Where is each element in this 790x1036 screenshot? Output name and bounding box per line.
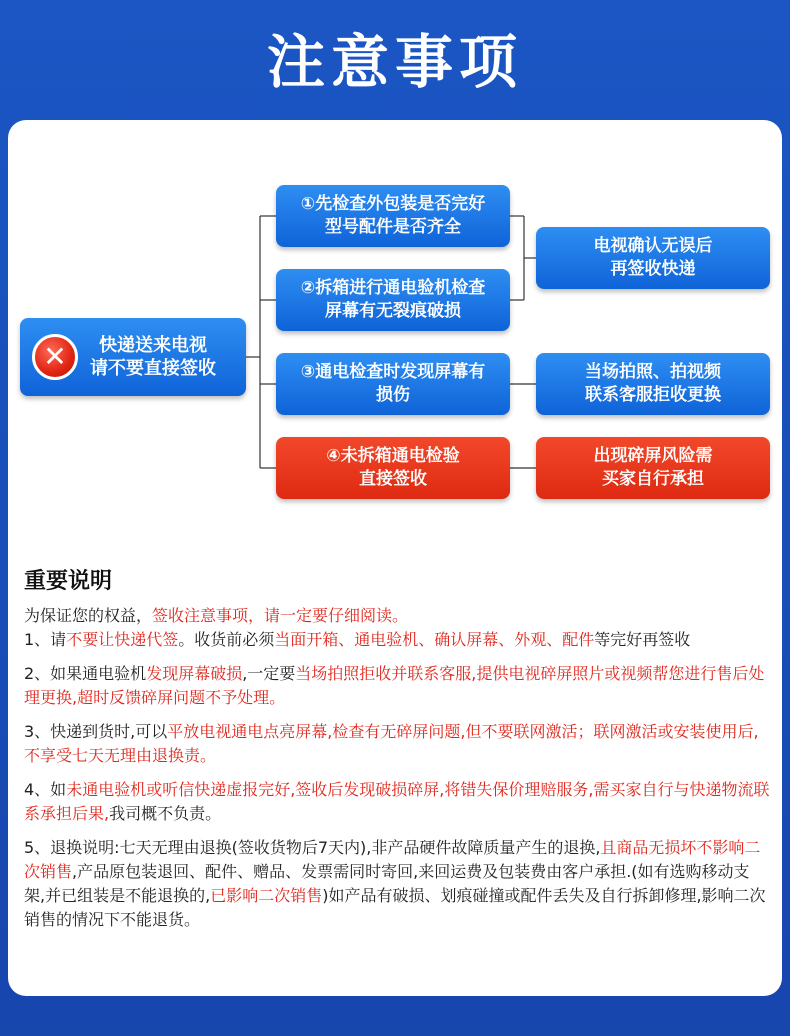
note-item-1 (24, 628, 770, 652)
page-title: 注意事项 (266, 28, 523, 96)
result-box-1 (536, 227, 770, 289)
note-item-4 (24, 778, 770, 826)
step-3-line-1: ③通电检查时发现屏幕有 (300, 362, 486, 382)
note-2-highlight: 当场拍照拒收并联系客服,提供电视碎屏照片或视频帮您进行售后处理更换,超时反馈碎屏问题不予处理。 (24, 664, 765, 707)
result-box-3 (536, 437, 770, 499)
intro-highlight: 签收注意事项，请一定要仔细阅读。 (152, 606, 409, 625)
note-5-seg: ,产品原包装退回、配件、赠品、发票需同时寄回,来回运费及包装费由客户承担.(如有选购移动支架,并已组装是不能退换的, (24, 862, 750, 905)
note-4-seg: 我司概不负责。 (109, 804, 222, 823)
note-1-highlight: 当面开箱、通电验机、确认屏幕、外观、配件 (274, 630, 595, 649)
note-4-highlight: 未通电验机或听信快递虚报完好,签收后发现破损碎屏,将错失保价理赔服务,需买家自行与快递物流联系承担后果, (24, 780, 770, 823)
step-3-line-2: 损伤 (376, 385, 410, 405)
note-1-highlight: 不要让快递代签 (66, 630, 179, 649)
result-3-line-1: 出现碎屏风险需 (593, 446, 713, 466)
step-box-4 (276, 437, 510, 499)
result-box-2 (536, 353, 770, 415)
result-1-line-1: 电视确认无误后 (593, 236, 713, 256)
step-box-2 (276, 269, 510, 331)
main-warning-text (90, 334, 216, 380)
step-1-line-1: ①先检查外包装是否完好 (300, 194, 486, 214)
close-icon: ✕ (32, 334, 78, 380)
note-3-highlight: 平放电视通电点亮屏幕,检查有无碎屏问题,但不要联网激活；联网激活或安装使用后,不享受七天无理由退换责。 (24, 722, 759, 765)
result-2-line-2: 联系客服拒收更换 (585, 385, 721, 405)
result-2-line-1: 当场拍照、拍视频 (585, 362, 721, 382)
note-1-seg: 。收货前必须 (178, 630, 275, 649)
step-4-line-1: ④未拆箱通电检验 (326, 446, 460, 466)
step-box-3 (276, 353, 510, 415)
note-5-highlight: 已影响二次销售 (210, 886, 323, 905)
note-4-seg: 4、如 (24, 780, 67, 799)
content-card (8, 120, 782, 996)
main-line-1: 快递送来电视 (99, 335, 207, 356)
note-1-seg: 1、请 (24, 630, 67, 649)
note-2-seg: 2、如果通电验机 (24, 664, 147, 683)
result-3-line-2: 买家自行承担 (602, 469, 704, 489)
note-1-seg: 等完好再签收 (594, 630, 691, 649)
step-box-1 (276, 185, 510, 247)
important-notes (24, 568, 770, 942)
step-2-line-1: ②拆箱进行通电验机检查 (300, 278, 486, 298)
intro-segment: 为保证您的权益， (24, 606, 153, 625)
note-2-seg: ,一定要 (242, 664, 296, 683)
note-item-5 (24, 836, 770, 932)
notes-title: 重要说明 (24, 569, 113, 594)
main-warning-box (20, 318, 246, 396)
step-1-line-2: 型号配件是否齐全 (325, 217, 461, 237)
notes-intro (24, 604, 770, 628)
main-line-2: 请不要直接签收 (90, 358, 216, 379)
note-5-seg: )如产品有破损、划痕碰撞或配件丢失及自行拆卸修理,影响二次销售的情况下不能退货。 (24, 886, 766, 929)
flow-diagram (8, 120, 782, 640)
note-item-3 (24, 720, 770, 768)
note-5-highlight: 且商品无损坏不影响二次销售 (24, 838, 761, 881)
note-item-2 (24, 662, 770, 710)
step-4-line-2: 直接签收 (359, 469, 427, 489)
result-1-line-2: 再签收快递 (610, 259, 696, 279)
note-2-highlight: 发现屏幕破损 (146, 664, 243, 683)
note-3-seg: 3、快递到货时,可以 (24, 722, 168, 741)
step-2-line-2: 屏幕有无裂痕破损 (325, 301, 461, 321)
note-5-seg: 5、退换说明:七天无理由退换(签收货物后7天内),非产品硬件故障质量产生的退换, (24, 838, 601, 857)
